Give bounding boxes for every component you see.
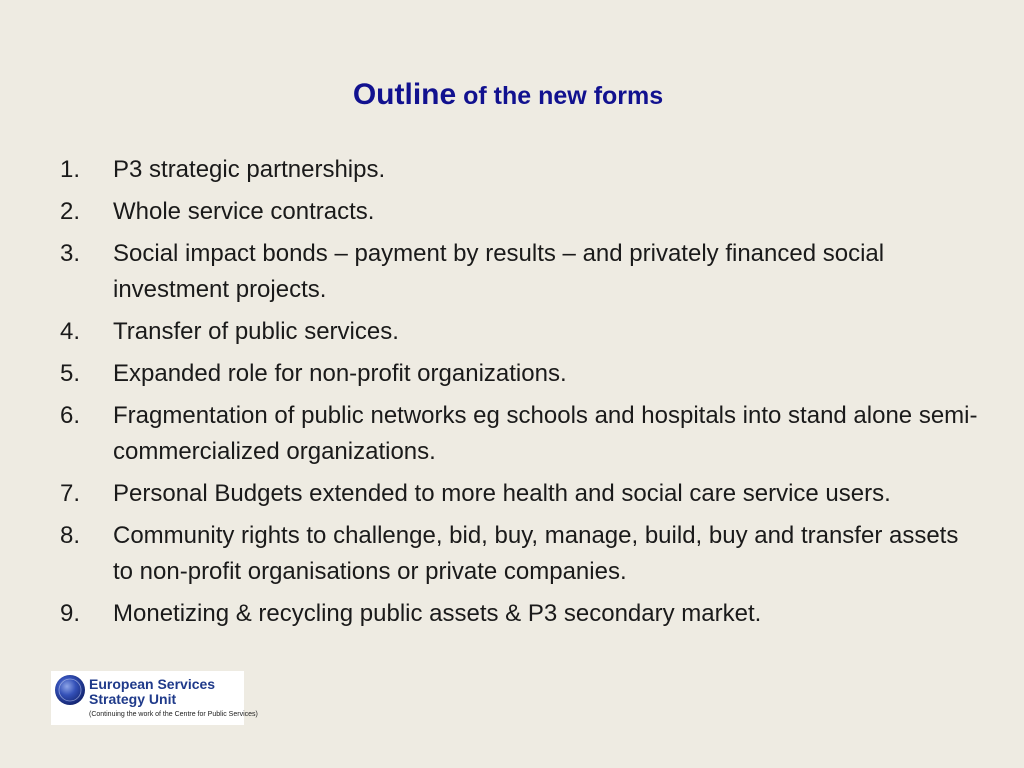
title-main: Outline	[352, 78, 457, 111]
outline-list	[60, 152, 980, 638]
item-text: Social impact bonds – payment by results – and privately financed social investment projects.	[113, 240, 885, 303]
list-item	[60, 194, 980, 230]
item-number: 1.	[60, 156, 81, 183]
item-text: Community rights to challenge, bid, buy, manage, build, buy and transfer assets to non-profit organisations or private companies.	[113, 522, 959, 585]
globe-icon	[54, 674, 86, 706]
list-item	[60, 314, 980, 350]
item-number: 4.	[60, 318, 81, 345]
item-number: 7.	[60, 480, 81, 507]
title-rest: of the new forms	[456, 82, 664, 110]
item-number: 9.	[60, 600, 81, 627]
esu-logo	[51, 671, 258, 725]
item-text: Fragmentation of public networks eg schools and hospitals into stand alone semi-commercialized organizations.	[113, 402, 978, 465]
item-text: Whole service contracts.	[113, 198, 375, 225]
list-item	[60, 518, 980, 590]
item-number: 6.	[60, 402, 81, 429]
item-number: 5.	[60, 360, 81, 387]
list-item	[60, 398, 980, 470]
item-number: 2.	[60, 198, 81, 225]
item-text: Transfer of public services.	[113, 318, 399, 345]
item-text: Expanded role for non-profit organizations.	[113, 360, 567, 387]
item-number: 3.	[60, 240, 81, 267]
logo-line-1: European Services	[89, 676, 216, 692]
logo-tagline: (Continuing the work of the Centre for Public Services)	[89, 711, 258, 718]
list-item	[60, 236, 980, 308]
list-item	[60, 356, 980, 392]
item-text: P3 strategic partnerships.	[113, 156, 386, 183]
item-text: Personal Budgets extended to more health and social care service users.	[113, 480, 891, 507]
list-item	[60, 152, 980, 188]
item-text: Monetizing & recycling public assets & P3 secondary market.	[113, 600, 762, 627]
list-item	[60, 476, 980, 512]
item-number: 8.	[60, 522, 81, 549]
slide-title	[0, 78, 1016, 112]
list-item	[60, 596, 980, 632]
logo-line-2: Strategy Unit	[89, 691, 177, 707]
